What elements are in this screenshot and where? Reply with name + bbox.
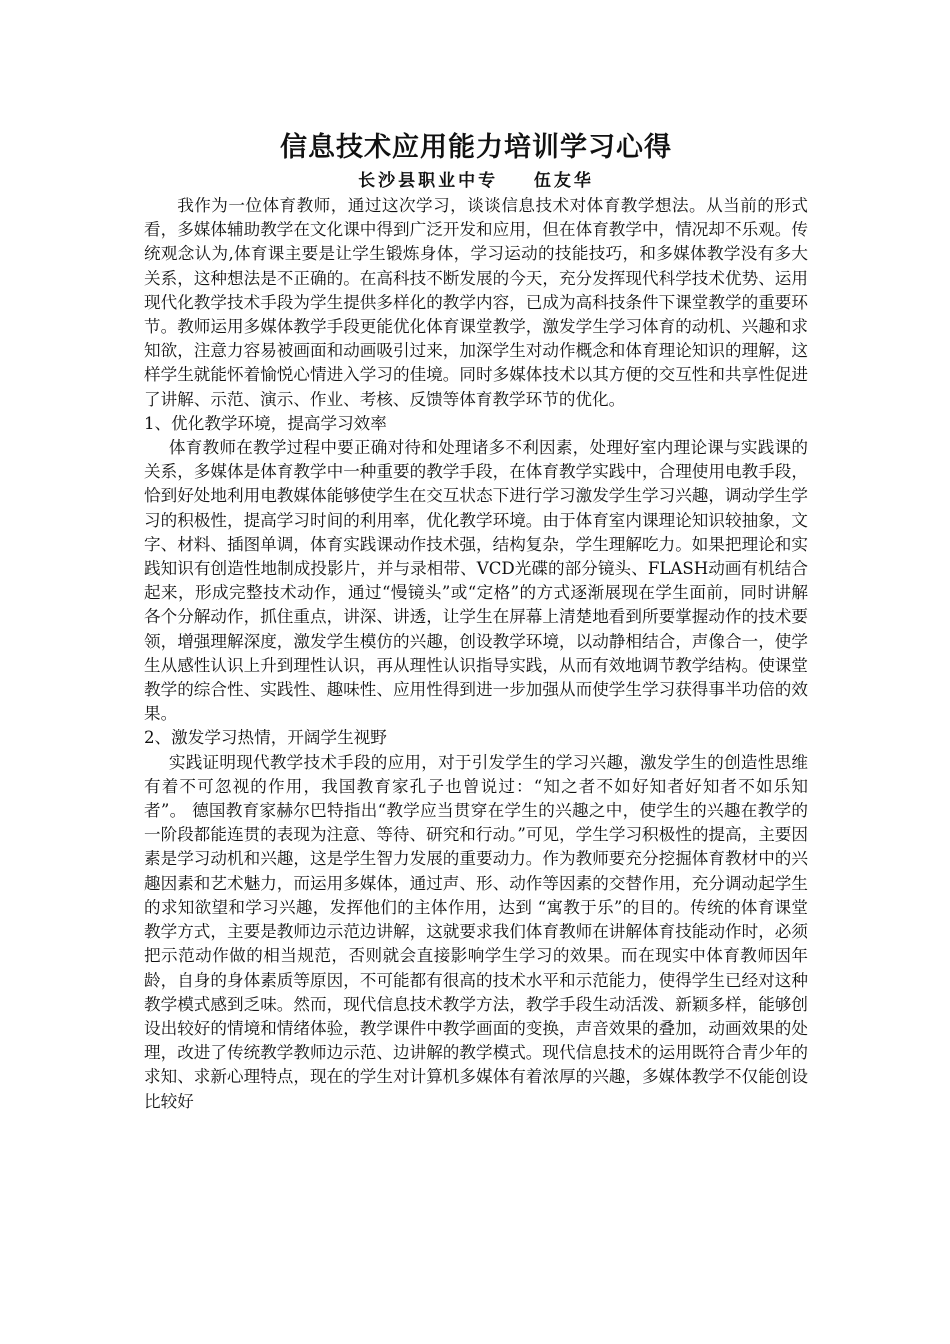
section-2-heading: 2、激发学习热情，开阔学生视野 — [144, 728, 387, 748]
document-title: 信息技术应用能力培训学习心得 — [280, 132, 672, 163]
intro-paragraph: 我作为一位体育教师，通过这次学习，谈谈信息技术对体育教学想法。从当前的形式看，多媒体辅助教学在文化课中得到广泛开发和应用，但在体育教学中，情况却不乐观。传统观念认为,体育课主要是让学生锻炼身体，学习运动的技能技巧，和多媒体教学没有多大关系，这种想法是不正确的。在高科技不断发展的今天，充分发挥现代科学技术优势、运用现代化教学技术手段为学生提供多样化的教学内容，已成为高科技条件下课堂教学的重要环节。教师运用多媒体教学手段更能优化体育课堂教学，激发学生学习体育的动机、兴趣和求知欲，注意力容易被画面和动画吸引过来，加深学生对动作概念和体育理论知识的理解，这样学生就能怀着愉悦心情进入学习的佳境。同时多媒体技术以其方便的交互性和共享性促进了讲解、示范、演示、作业、考核、反馈等体育教学环节的优化。 — [144, 196, 808, 409]
document-author: 长沙县职业中专 伍友华 — [358, 171, 594, 191]
section-2-paragraph: 实践证明现代教学技术手段的应用，对于引发学生的学习兴趣，激发学生的创造性思维有着不可忽视的作用，我国教育家孔子也曾说过：“知之者不如好知者好知者不如乐知者”。 德国教育家赫尔巴特指出“教学应当贯穿在学生的兴趣之中，使学生的兴趣在教学的一阶段都能连贯的表现为注意、等待、研究和行动。”可见，学生学习积极性的提高，主要因素是学习动机和兴趣，这是学生智力发展的重要动力。作为教师要充分挖掘体育教材中的兴趣因素和艺术魅力，而运用多媒体，通过声、形、动作等因素的交替作用，充分调动起学生的求知欲望和学习兴趣，发挥他们的主体作用，达到 “寓教于乐”的目的。传统的体育课堂教学方式，主要是教师边示范边讲解，这就要求我们体育教师在讲解体育技能动作时，必须把示范动作做的相当规范，否则就会直接影响学生学习的效果。而在现实中体育教师因年龄，自身的身体素质等原因，不可能都有很高的技术水平和示范能力，使得学生已经对这种教学模式感到乏味。然而，现代信息技术教学方法，教学手段生动活泼、新颖多样，能够创设出较好的情境和情绪体验，教学课件中教学画面的变换，声音效果的叠加，动画效果的处理，改进了传统教学教师边示范、边讲解的教学模式。现代信息技术的运用既符合青少年的求知、求新心理特点，现在的学生对计算机多媒体有着浓厚的兴趣，多媒体教学不仅能创设比较好 — [144, 752, 808, 1111]
document-page — [144, 128, 808, 1114]
section-1-heading: 1、优化教学环境，提高学习效率 — [144, 413, 387, 433]
section-1-paragraph: 体育教师在教学过程中要正确对待和处理诸多不利因素，处理好室内理论课与实践课的关系，多媒体是体育教学中一种重要的教学手段，在体育教学实践中，合理使用电教手段，恰到好处地利用电教媒体能够使学生在交互状态下进行学习激发学生学习兴趣，调动学生学习的积极性，提高学习时间的利用率，优化教学环境。由于体育室内课理论知识较抽象，文字、材料、插图单调，体育实践课动作技术强，结构复杂，学生理解吃力。如果把理论和实践知识有创造性地制成投影片，并与录相带、VCD光碟的部分镜头、FLASH动画有机结合起来，形成完整技术动作，通过“慢镜头”或“定格”的方式逐渐展现在学生面前，同时讲解各个分解动作，抓住重点，讲深、讲透，让学生在屏幕上清楚地看到所要掌握动作的技术要领，增强理解深度，激发学生模仿的兴趣，创设教学环境，以动静相结合，声像合一，使学生从感性认识上升到理性认识，再从理性认识指导实践，从而有效地调节教学结构。使课堂教学的综合性、实践性、趣味性、应用性得到进一步加强从而使学生学习获得事半功倍的效果。 — [144, 438, 808, 724]
